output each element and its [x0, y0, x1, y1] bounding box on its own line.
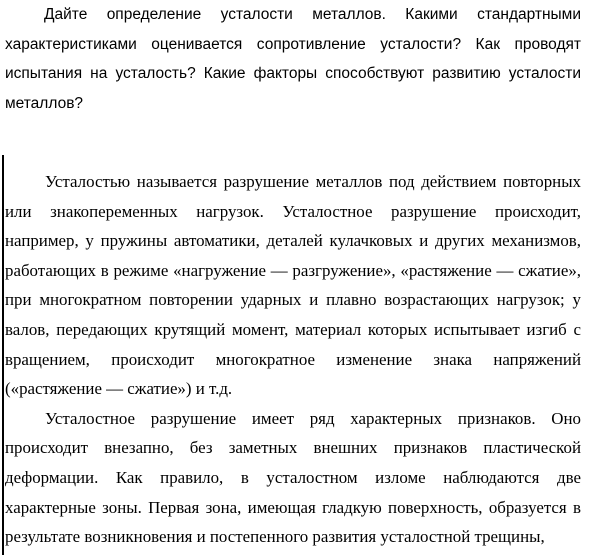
answer-paragraph-1: Усталостью называется разрушение металлов под действием повторных или знакопеременных нагрузок. Усталостное разрушение происходит, например, у пружины автоматики, деталей кулачковых и других механизмов, работающих в режиме «нагружение — разгружение», «растяжение — сжатие», при многократном повторении ударных и плавно возрастающих нагрузок; у валов, передающих крутящий момент, материал которых испытывает изгиб с вращением, происходит многократное изменение знака напряжений («растяжение — сжатие») и т.д. [5, 172, 581, 399]
margin-bar [2, 155, 4, 555]
question-text: Дайте определение усталости металлов. Какими стандартными характеристиками оценивается сопротивление усталости? Как проводят испытания на усталость? Какие факторы способствуют развитию усталости металлов? [5, 6, 581, 112]
answer-paragraph-2: Усталостное разрушение имеет ряд характерных признаков. Оно происходит внезапно, без заметных внешних признаков пластической деформации. Как правило, в усталостном изломе наблюдаются две характерные зоны. Первая зона, имеющая гладкую поверхность, образуется в результате возникновения и постепенного развития усталостной трещины, [5, 408, 581, 547]
answer-block [5, 167, 581, 552]
question-block [5, 0, 581, 118]
